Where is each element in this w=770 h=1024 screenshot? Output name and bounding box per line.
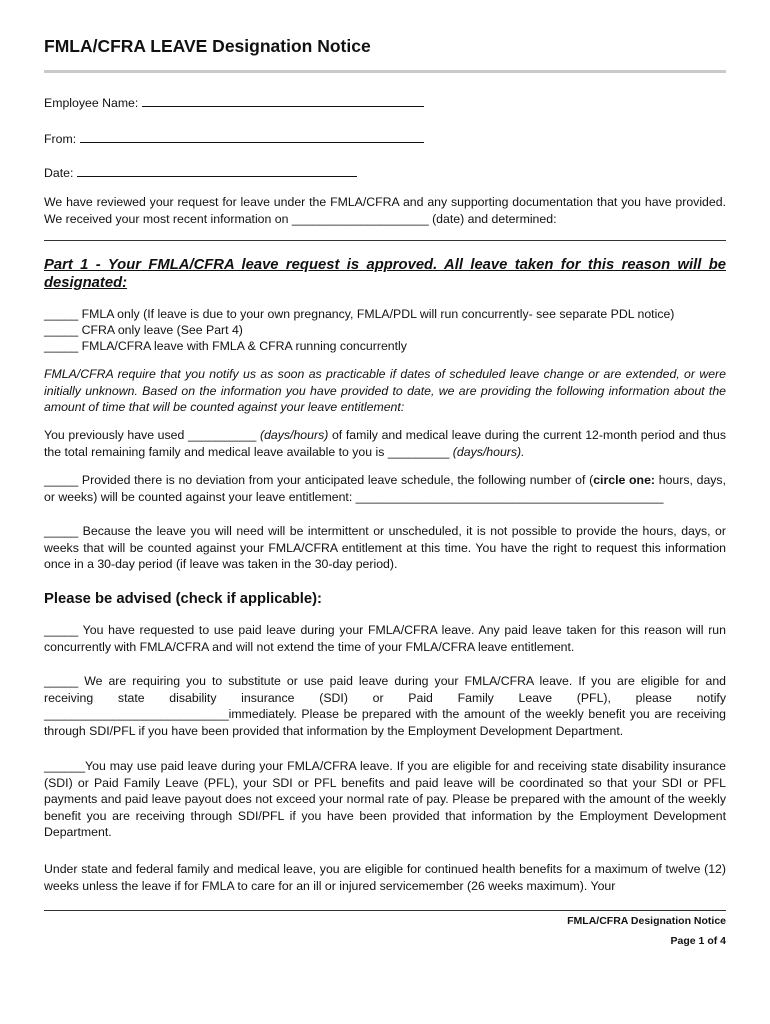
health-benefits-paragraph: Under state and federal family and medical leave, you are eligible for continued health benefits for a maximum of twelve (12) weeks unless the leave if for FMLA to care for an ill or injured servicemember (26 weeks maximum). Your — [44, 862, 726, 893]
option-fmla-only[interactable]: _____ FMLA only (If leave is due to your own pregnancy, FMLA/PDL will run concurrently- see separate PDL notice) — [44, 307, 675, 321]
circle-one-label: circle one: — [593, 473, 656, 487]
employee-name-row — [44, 94, 424, 110]
intro-text-end: (date) and determined: — [428, 211, 557, 226]
from-field[interactable] — [80, 130, 424, 143]
intermittent-paragraph: _____ Because the leave you will need will be intermittent or unscheduled, it is not possible to provide the hours, days, or weeks that will be counted against your FMLA/CFRA entitlement at this time. You have the right to request this information once in a 30-day period (if leave was taken in the 30-day period). — [44, 524, 726, 572]
date-field[interactable] — [77, 164, 357, 177]
option-cfra-only[interactable]: _____ CFRA only leave (See Part 4) — [44, 323, 243, 337]
notify-paragraph: FMLA/CFRA require that you notify us as soon as practicable if dates of scheduled leave change or are extended, or were initially unknown. Based on the information you have provided to date, we are providing the following information about the amount of time that will be counted against your leave entitlement: — [44, 367, 726, 415]
footer-divider — [44, 910, 726, 911]
employee-name-label: Employee Name: — [44, 96, 139, 110]
leave-used-paragraph — [44, 427, 726, 460]
intro-paragraph — [44, 194, 726, 227]
title-divider — [44, 70, 726, 73]
section-divider — [44, 240, 726, 241]
page-title: FMLA/CFRA LEAVE Designation Notice — [44, 36, 371, 56]
part1-heading: Part 1 - Your FMLA/CFRA leave request is approved. All leave taken for this reason will be designated: — [44, 257, 726, 291]
received-date-blank[interactable]: ____________________ — [291, 211, 429, 226]
used-text-2: of family and medical leave during the current 12-month period and thus the total remaining family and medical leave available to you is _________ — [44, 428, 726, 459]
intro-text: We have reviewed your request for leave under the FMLA/CFRA and any supporting documentation that you have provided. We received your most recent information on — [44, 195, 726, 226]
deviation-paragraph — [44, 472, 726, 505]
used-text-1: You previously have used __________ — [44, 428, 260, 442]
from-row — [44, 130, 424, 146]
deviation-text-1: _____ Provided there is no deviation from your anticipated leave schedule, the following number of ( — [44, 473, 594, 487]
deviation-text-2: hours, days, or weeks) will be counted against your leave entitlement: _____________________________________________ — [44, 473, 727, 504]
date-label: Date: — [44, 166, 74, 180]
footer-page-number: Page 1 of 4 — [670, 935, 726, 947]
from-label: From: — [44, 132, 77, 146]
option-fmla-cfra-concurrent[interactable]: _____ FMLA/CFRA leave with FMLA & CFRA running concurrently — [44, 339, 407, 353]
advised-paid-leave-paragraph: _____ You have requested to use paid leave during your FMLA/CFRA leave. Any paid leave taken for this reason will run concurrently with FMLA/CFRA and will not extend the time of your FMLA/CFRA leave entitlement. — [44, 623, 726, 654]
used-unit-1: (days/hours) — [259, 428, 329, 442]
date-row — [44, 164, 357, 180]
used-unit-2: (days/hours). — [452, 444, 525, 459]
employee-name-field[interactable] — [142, 94, 424, 107]
footer-doc-name: FMLA/CFRA Designation Notice — [567, 915, 726, 927]
advised-heading: Please be advised (check if applicable): — [44, 591, 322, 607]
advised-may-use-paragraph: ______You may use paid leave during your FMLA/CFRA leave. If you are eligible for and receiving state disability insurance (SDI) or Paid Family Leave (PFL), your SDI or PFL benefits and paid leave will be coordinated so that your SDI or PFL payments and paid leave payout does not exceed your normal rate of pay. Please be prepared with the amount of the weekly benefit you are receiving through SDI/PFL if you have been provided that information by the Employment Development Department. — [44, 759, 726, 840]
advised-substitute-paragraph: _____ We are requiring you to substitute or use paid leave during your FMLA/CFRA leave. If you are eligible for and receiving state disability insurance (SDI) or Paid Family Leave (PFL), please notify ___________________________immediately. Please be prepared with the amount of the weekly benefit you are receiving through SDI/PFL if you have been provided that information by the Employment Development Department. — [44, 674, 726, 738]
